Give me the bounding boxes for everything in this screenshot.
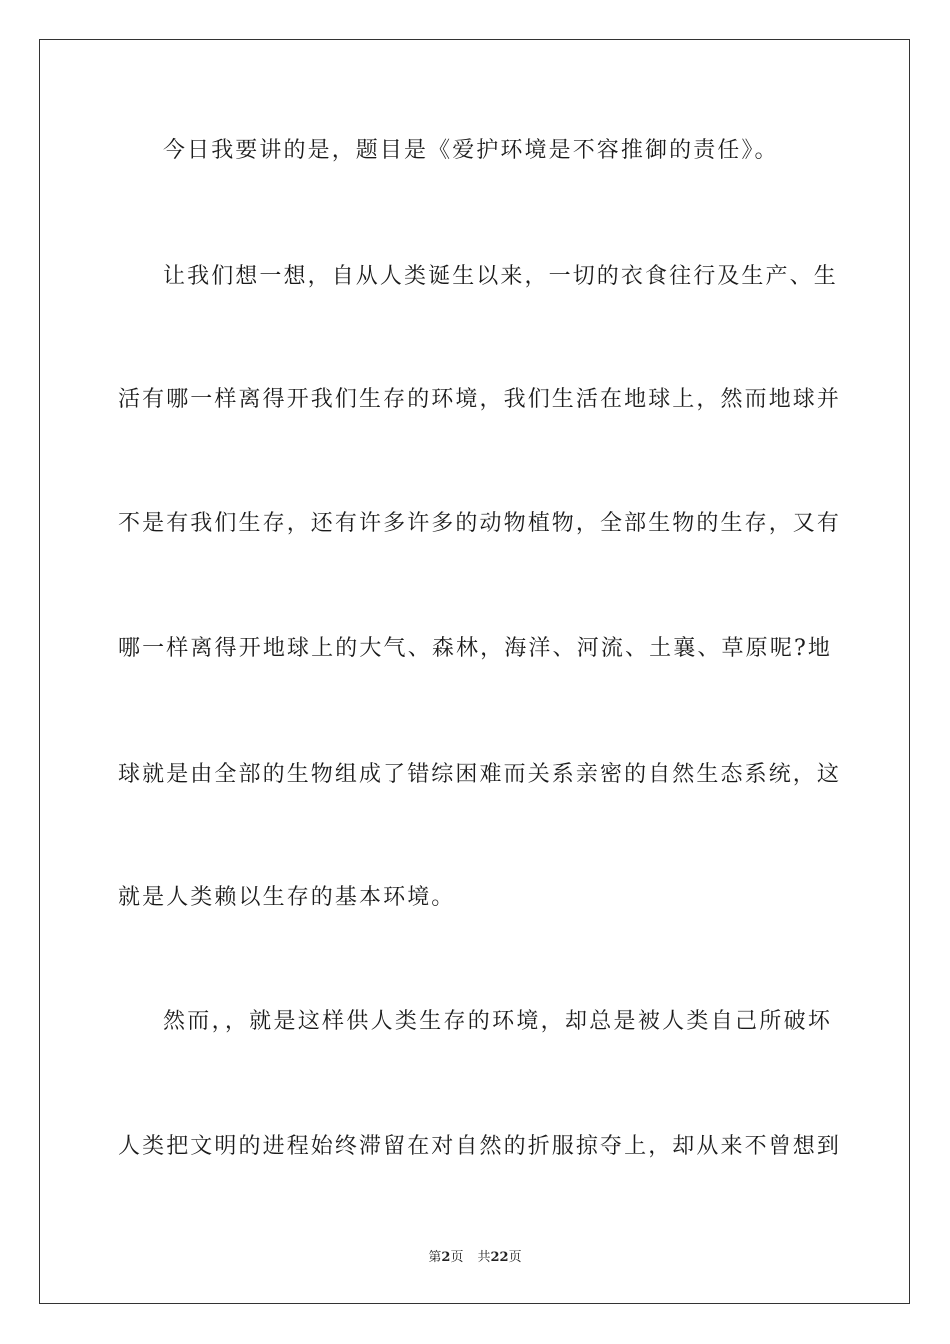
- total-prefix: 共: [477, 1250, 491, 1265]
- paragraph-2-line-6: 就是人类赖以生存的基本环境。: [118, 885, 456, 910]
- paragraph-1-line-1: 今日我要讲的是，题目是《爱护环境是不容推御的责任》。: [163, 138, 779, 163]
- paragraph-2-line-3: 不是有我们生存，还有许多许多的动物植物，全部生物的生存，又有: [118, 511, 842, 536]
- total-suffix: 页: [508, 1250, 522, 1265]
- page-frame: [39, 39, 910, 1304]
- paragraph-2-line-5: 球就是由全部的生物组成了错综困难而关系亲密的自然生态系统，这: [118, 762, 842, 787]
- page-footer: [0, 1249, 950, 1267]
- page-prefix: 第: [428, 1250, 442, 1265]
- paragraph-3-line-2: 人类把文明的进程始终滞留在对自然的折服掠夺上，却从来不曾想到: [118, 1134, 842, 1159]
- paragraph-2-line-4: 哪一样离得开地球上的大气、森林，海洋、河流、土襄、草原呢?地: [118, 636, 832, 661]
- total-pages: 22: [490, 1250, 509, 1265]
- paragraph-2-line-1: 让我们想一想，自从人类诞生以来，一切的衣食往行及生产、生: [163, 264, 838, 289]
- paragraph-3-line-1: 然而，，就是这样供人类生存的环境，却总是被人类自己所破坏: [163, 1009, 832, 1034]
- page-suffix: 页: [450, 1250, 464, 1265]
- paragraph-2-line-2: 活有哪一样离得开我们生存的环境，我们生活在地球上，然而地球并: [118, 387, 842, 412]
- page-number: 2: [441, 1250, 451, 1265]
